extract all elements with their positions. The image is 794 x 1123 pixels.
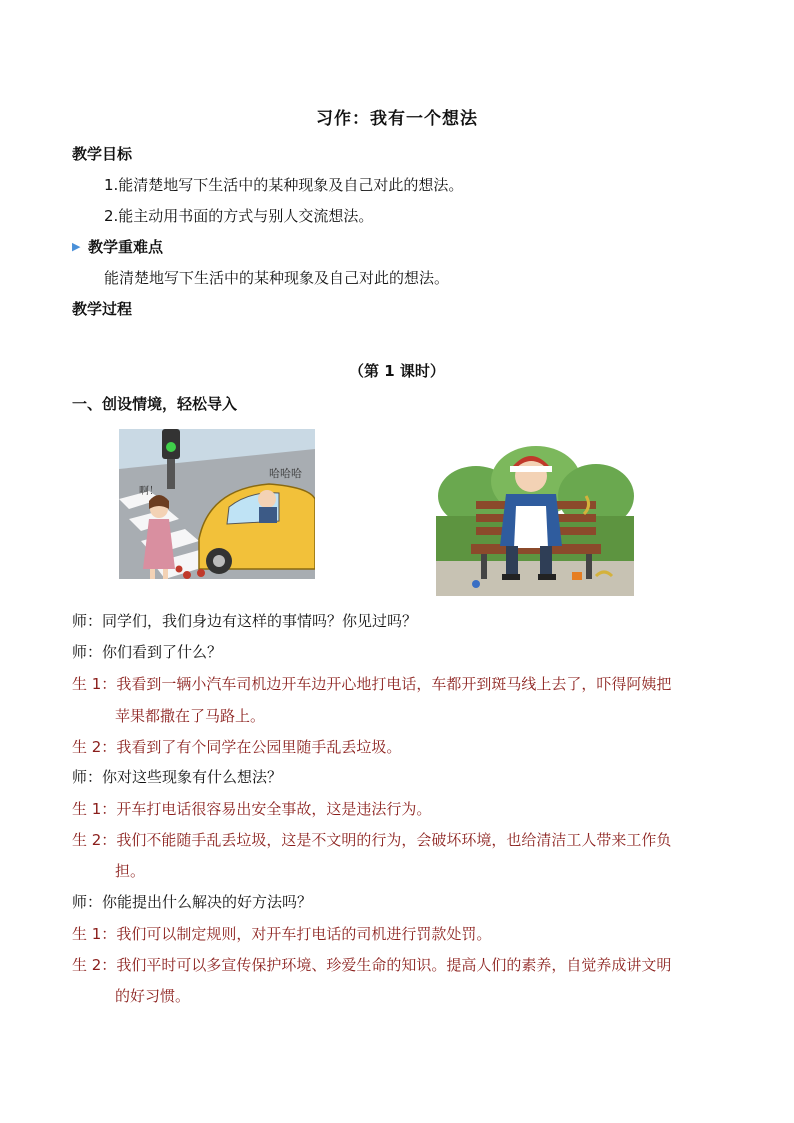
dialogue-line — [72, 830, 671, 850]
dialogue-text: 开车打电话很容易出安全事故，这是违法行为。 — [116, 800, 432, 818]
dialogue-line — [72, 767, 282, 787]
woman-exclaim-text: 啊！ — [139, 486, 159, 497]
key-points-heading: 教学重难点 — [88, 238, 164, 256]
page-title: 习作：我有一个想法 — [316, 109, 478, 129]
goals-heading: 教学目标 — [72, 145, 133, 163]
dialogue-line — [72, 924, 491, 944]
dialogue-text: 你能提出什么解决的好方法吗？ — [102, 893, 313, 911]
dialogue-line — [72, 642, 222, 662]
speaker-label: 生 2： — [72, 831, 117, 849]
car-crosswalk-illustration — [119, 429, 315, 579]
dialogue-text: 我们不能随手乱丢垃圾，这是不文明的行为，会破坏环境，也给清洁工人带来工作负 — [116, 831, 672, 849]
speaker-label: 师： — [72, 893, 103, 911]
dialogue-continuation: 担。 — [115, 862, 146, 880]
dialogue-text: 我看到一辆小汽车司机边开车边开心地打电话，车都开到斑马线上去了，吓得阿姨把 — [116, 675, 672, 693]
speaker-label: 生 2： — [72, 738, 117, 756]
speaker-label: 师： — [72, 612, 103, 630]
speaker-label: 师： — [72, 643, 103, 661]
speaker-label: 生 1： — [72, 675, 117, 693]
dialogue-line — [72, 611, 417, 631]
dialogue-line — [72, 799, 431, 819]
dialogue-text: 你们看到了什么？ — [102, 643, 223, 661]
speaker-label: 生 1： — [72, 925, 117, 943]
dialogue-text: 我们可以制定规则，对开车打电话的司机进行罚款处罚。 — [116, 925, 492, 943]
lesson-label: （第 1 课时） — [349, 362, 445, 380]
speaker-label: 生 1： — [72, 800, 117, 818]
dialogue-line — [72, 955, 671, 975]
speaker-label: 生 2： — [72, 956, 117, 974]
goal-item-2: 2.能主动用书面的方式与别人交流想法。 — [104, 207, 374, 225]
goal-item-1: 1.能清楚地写下生活中的某种现象及自己对此的想法。 — [104, 176, 464, 194]
dialogue-text: 我看到了有个同学在公园里随手乱丢垃圾。 — [116, 738, 402, 756]
triangle-bullet-icon: ▶ — [72, 240, 81, 253]
dialogue-line — [72, 737, 401, 757]
dialogue-line — [72, 674, 671, 694]
dialogue-continuation: 苹果都撒在了马路上。 — [115, 707, 266, 725]
dialogue-line — [72, 892, 312, 912]
section-heading: 一、创设情境，轻松导入 — [72, 395, 238, 413]
dialogue-continuation: 的好习惯。 — [115, 987, 191, 1005]
key-points-text: 能清楚地写下生活中的某种现象及自己对此的想法。 — [104, 269, 450, 287]
speaker-label: 师： — [72, 768, 103, 786]
process-heading: 教学过程 — [72, 300, 133, 318]
dialogue-text: 我们平时可以多宣传保护环境、珍爱生命的知识。提高人们的素养，自觉养成讲文明 — [116, 956, 672, 974]
dialogue-text: 你对这些现象有什么想法？ — [102, 768, 283, 786]
car-sign-text: 哈哈哈 — [269, 467, 302, 480]
dialogue-text: 同学们，我们身边有这样的事情吗？你见过吗？ — [102, 612, 418, 630]
littering-boy-illustration — [436, 436, 634, 596]
